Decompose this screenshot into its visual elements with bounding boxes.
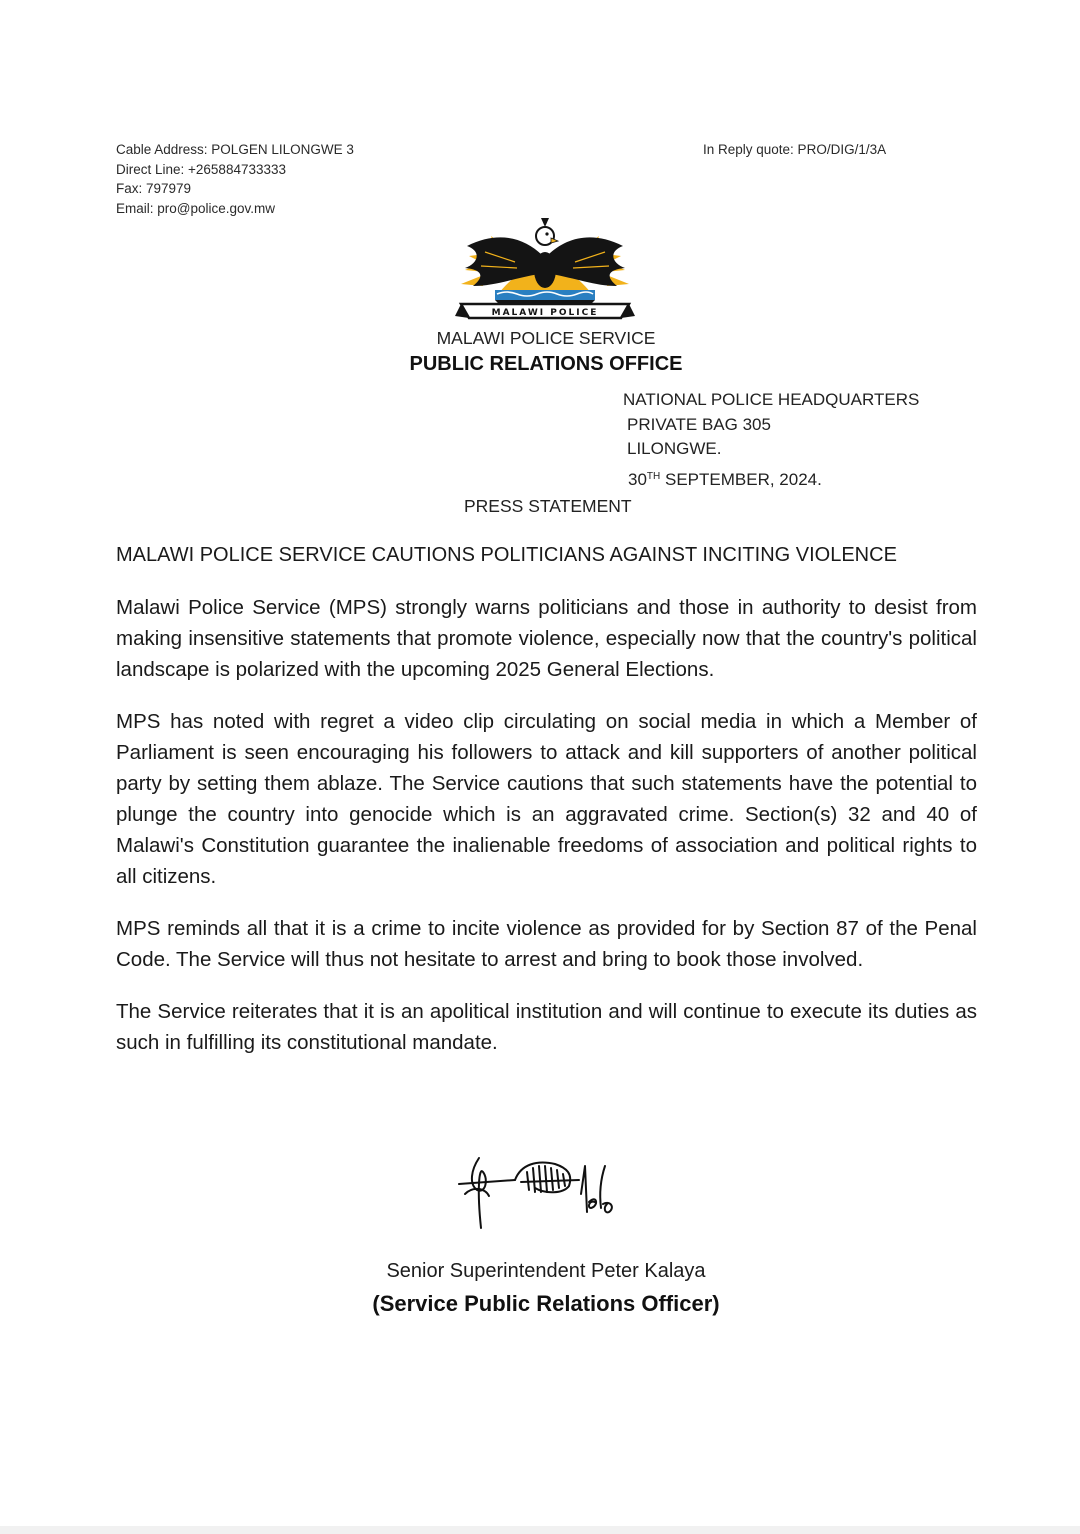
address-line: LILONGWE. — [627, 439, 722, 458]
statement-body — [116, 592, 977, 1079]
police-crest-icon — [455, 212, 635, 328]
address-line: PRIVATE BAG 305 — [627, 414, 771, 434]
signatory-name: Senior Superintendent Peter Kalaya — [386, 1260, 706, 1282]
signature-icon — [455, 1150, 625, 1232]
statement-date — [628, 470, 822, 490]
date-suffix: TH — [646, 471, 661, 482]
postal-address — [623, 388, 919, 462]
cable-address: Cable Address: POLGEN LILONGWE 3 — [116, 142, 354, 157]
contact-details — [116, 140, 354, 218]
body-paragraph: The Service reiterates that it is an apolitical institution and will continue to execute its duties as such in fulfilling its constitutional mandate. — [116, 1000, 977, 1054]
date-rest: SEPTEMBER, 2024. — [660, 470, 822, 489]
date-day: 30 — [628, 470, 647, 489]
body-paragraph: Malawi Police Service (MPS) strongly warns politicians and those in authority to desist from making insensitive statements that promote violence, especially now that the country's political landscape is polarized with the upcoming 2025 General Elections. — [116, 596, 977, 681]
email-address: Email: pro@police.gov.mw — [116, 200, 276, 216]
body-paragraph: MPS reminds all that it is a crime to incite violence as provided for by Section 87 of the Penal Code. The Service will thus not hesitate to arrest and bring to book those involved. — [116, 917, 977, 971]
address-line: NATIONAL POLICE HEADQUARTERS — [623, 390, 920, 409]
organization-name: MALAWI POLICE SERVICE — [436, 328, 656, 348]
office-name: PUBLIC RELATIONS OFFICE — [409, 353, 683, 375]
reply-reference: In Reply quote: PRO/DIG/1/3A — [703, 142, 887, 157]
direct-line: Direct Line: +265884733333 — [116, 161, 287, 177]
svg-text:MALAWI POLICE: MALAWI POLICE — [491, 308, 599, 318]
page-bottom-edge — [0, 1526, 1080, 1534]
body-paragraph: MPS has noted with regret a video clip circulating on social media in which a Member of Parliament is seen encouraging his followers to attack and kill supporters of another political party by setting them ablaze. The Service cautions that such statements have the potential to plunge the country into genocide which is an aggravated crime. Section(s) 32 and 40 of Malawi's Constitution guarantee the inalienable freedoms of association and political rights to all citizens. — [116, 710, 977, 888]
signatory-title: (Service Public Relations Officer) — [372, 1291, 720, 1316]
fax-number: Fax: 797979 — [116, 181, 192, 196]
press-statement-label: PRESS STATEMENT — [464, 496, 632, 516]
statement-headline: MALAWI POLICE SERVICE CAUTIONS POLITICIANS AGAINST INCITING VIOLENCE — [116, 544, 897, 566]
